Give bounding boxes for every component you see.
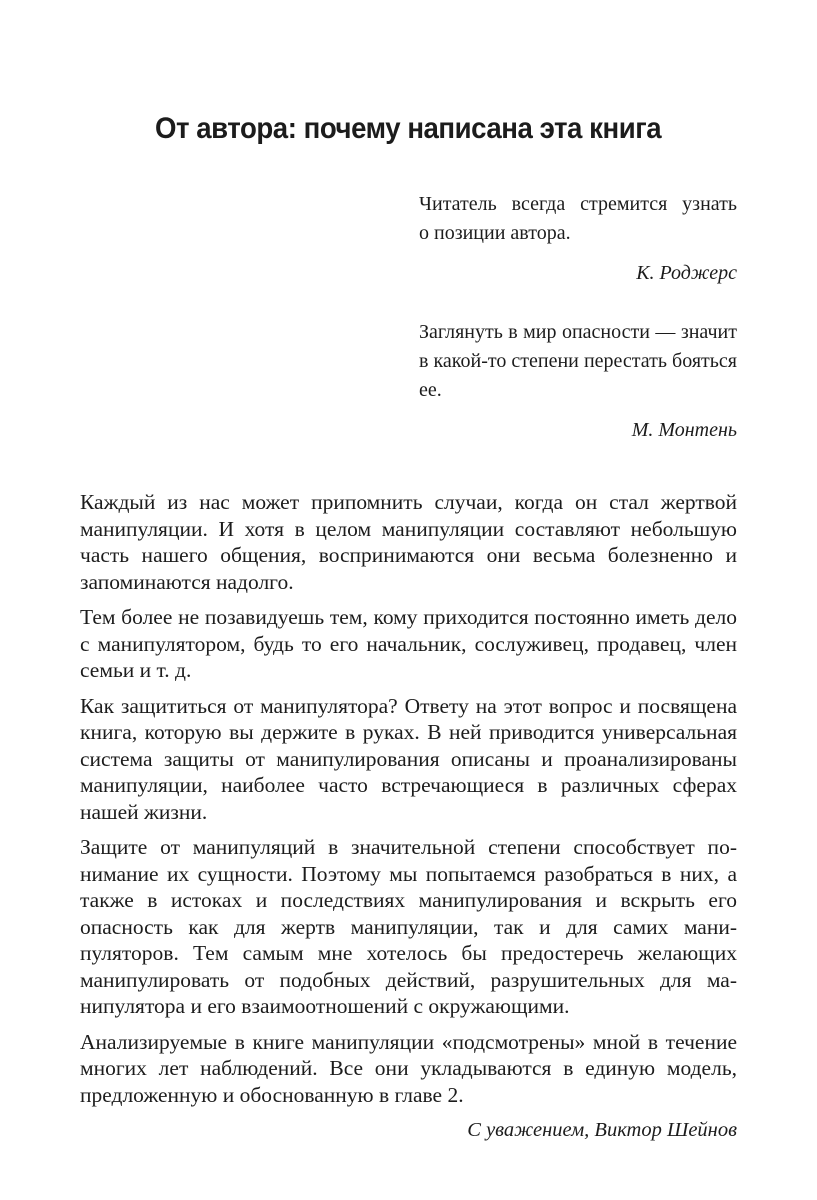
paragraph-5: Анализируемые в книге манипуляции «подсмотрены» мной в течение многих лет наблюдений. Все они укладываются в единую модель, предложенную и обоснованную в главе 2. <box>80 1029 737 1107</box>
epigraph-text: Заглянуть в мир опасности — значит в какой-то степени перестать бояться ее. <box>419 321 737 401</box>
paragraph-3: Как защититься от манипулятора? Ответу на этот вопрос и посвящена книга, которую вы держите в руках. В ней приводится универсальная система защиты от манипулирования описаны и проанализированы манипуляции, наиболее часто встречающиеся в различных сферах нашей жизни. <box>80 693 737 824</box>
paragraph-2: Тем более не позавидуешь тем, кому приходится постоянно иметь дело с манипулятором, будь то его начальник, сослуживец, продавец, член семьи и т. д. <box>80 605 737 682</box>
author-signature: С уважением, Виктор Шейнов <box>467 1119 737 1141</box>
paragraph-4: Защите от манипуляций в значительной степени способствует понимание их сущности. Поэтому мы попытаемся разобраться в них, а также в истоках и последствиях манипулирования и вскрыть его опасность как для жертв манипуляции, так и для самих манипуляторов. Тем самым мне хотелось бы предостеречь желающих манипулировать от подобных действий, разрушительных для манипулятора и его взаимоотношений с окружающими. <box>80 835 737 1018</box>
epigraph-section <box>80 190 737 445</box>
epigraph-montaigne <box>419 318 737 445</box>
epigraph-rogers <box>419 190 737 288</box>
paragraph-1: Каждый из нас может припомнить случаи, когда он стал жертвой манипуляции. И хотя в целом манипуляции составляют небольшую часть нашего общения, воспринимаются они весьма болезненно и запоминаются надолго. <box>80 490 737 594</box>
chapter-heading <box>80 112 737 146</box>
epigraph-author: К. Роджерс <box>636 262 737 284</box>
body-text <box>80 489 737 1108</box>
chapter-title: От автора: почему написана эта книга <box>155 112 662 145</box>
epigraph-text: Читатель всегда стремится узнать о позиции автора. <box>419 193 737 244</box>
epigraph-author: М. Монтень <box>631 419 737 441</box>
